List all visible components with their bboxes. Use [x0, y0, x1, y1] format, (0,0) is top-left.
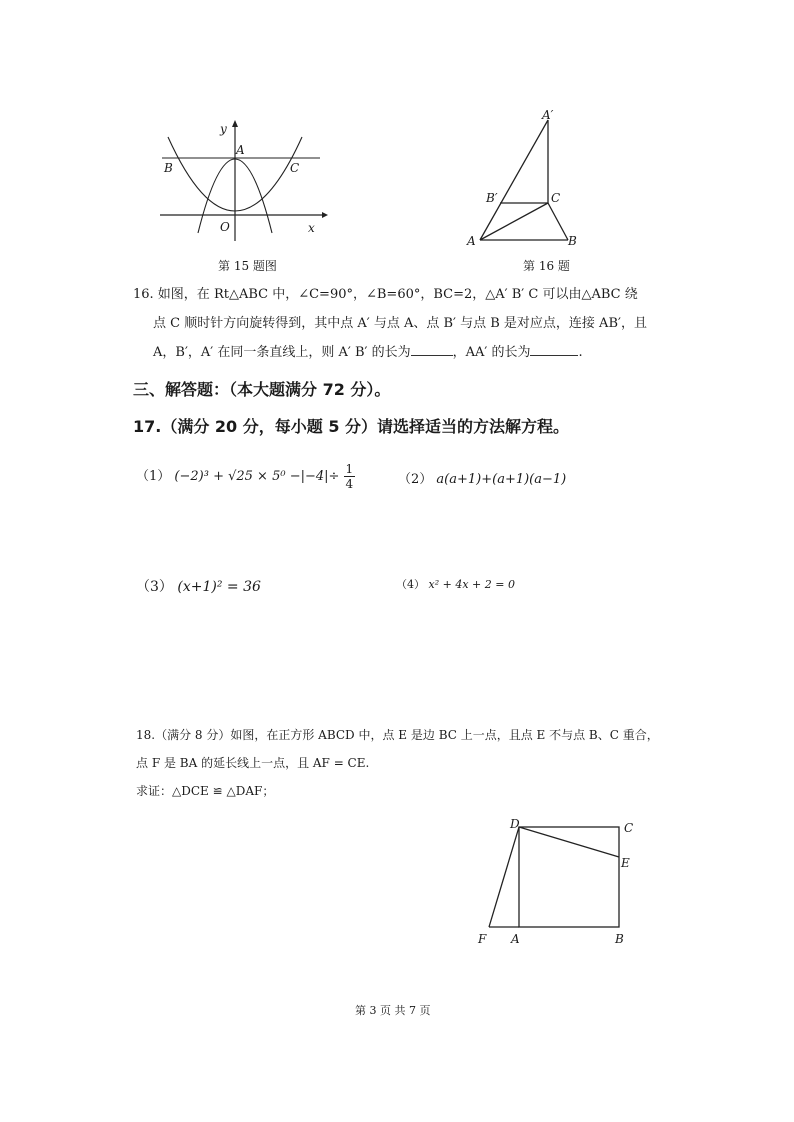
q17-part-4 — [396, 576, 515, 592]
q17-part-1 — [136, 462, 355, 491]
fig18-label-d: D — [510, 817, 520, 831]
q17-p1-denominator: 4 — [345, 477, 354, 491]
q16-line-3 — [153, 338, 583, 368]
q17-p4-label: （4） — [396, 578, 425, 591]
q17-p3-expr: (x+1)² = 36 — [177, 579, 261, 595]
q17-heading: 17.（满分 20 分，每小题 5 分）请选择适当的方法解方程。 — [133, 417, 570, 436]
fig15-label-c: C — [290, 161, 300, 175]
fig15-label-o: O — [220, 220, 230, 234]
fig15-label-y: y — [220, 122, 227, 136]
q17-p4-expr: x² + 4x + 2 = 0 — [428, 578, 515, 591]
q16-line-3b: ，AA′ 的长为 — [452, 345, 531, 360]
fig15-label-b: B — [164, 161, 173, 175]
q17-p1-expr: (−2)³ + √25 × 5⁰ −|−4|÷ — [174, 469, 340, 484]
figure-16 — [462, 108, 592, 253]
q17-p2-label: （2） — [398, 472, 433, 487]
fig16-caption: 第 16 题 — [523, 259, 570, 273]
fig16-label-c: C — [551, 191, 561, 205]
fig15-label-x: x — [308, 221, 315, 235]
q16-line-3c: . — [578, 345, 583, 360]
figure-18 — [472, 812, 642, 952]
fig16-label-b: B — [568, 234, 577, 248]
q16-answer-blank-2[interactable] — [530, 343, 578, 356]
q17-p1-numerator: 1 — [345, 462, 354, 476]
fig18-label-a: A — [511, 932, 520, 946]
q17-p3-label: （3） — [136, 579, 173, 595]
fig18-label-c: C — [624, 821, 634, 835]
q16-line-2: 点 C 顺时针方向旋转得到，其中点 A′ 与点 A、点 B′ 与点 B 是对应点，连接 AB′，且 — [153, 316, 647, 331]
q17-p2-expr: a(a+1)+(a+1)(a−1) — [436, 472, 567, 487]
q18-line-2: 点 F 是 BA 的延长线上一点，且 AF = CE. — [136, 756, 370, 770]
fig18-label-b: B — [615, 932, 624, 946]
q16-line-1: 16. 如图，在 Rt△ABC 中，∠C=90°，∠B=60°，BC=2，△A′ B′ C 可以由△ABC 绕 — [133, 287, 638, 302]
fig16-label-b-prime: B′ — [486, 191, 498, 205]
fig18-label-e: E — [621, 856, 630, 870]
figure-15 — [150, 115, 340, 245]
q18-line-3: 求证：△DCE ≌ △DAF； — [136, 784, 275, 798]
q16-line-3a: A，B′，A′ 在同一条直线上，则 A′ B′ 的长为 — [153, 345, 411, 360]
q17-part-3 — [136, 576, 261, 596]
fig18-label-f: F — [478, 932, 487, 946]
section-3-heading: 三、解答题：（本大题满分 72 分）。 — [133, 380, 391, 399]
q16-answer-blank-1[interactable] — [411, 343, 453, 356]
fig15-label-a: A — [236, 143, 245, 157]
page-footer: 第 3 页 共 7 页 — [355, 1004, 431, 1017]
q17-p1-label: （1） — [136, 469, 171, 484]
q17-p1-fraction — [344, 462, 356, 491]
q17-part-2 — [398, 468, 566, 487]
fig16-label-a: A — [467, 234, 476, 248]
fig16-label-a-prime: A′ — [542, 108, 554, 122]
q18-line-1: 18.（满分 8 分）如图，在正方形 ABCD 中，点 E 是边 BC 上一点，且点 E 不与点 B、C 重合， — [136, 728, 659, 742]
fig15-caption: 第 15 题图 — [218, 259, 277, 273]
